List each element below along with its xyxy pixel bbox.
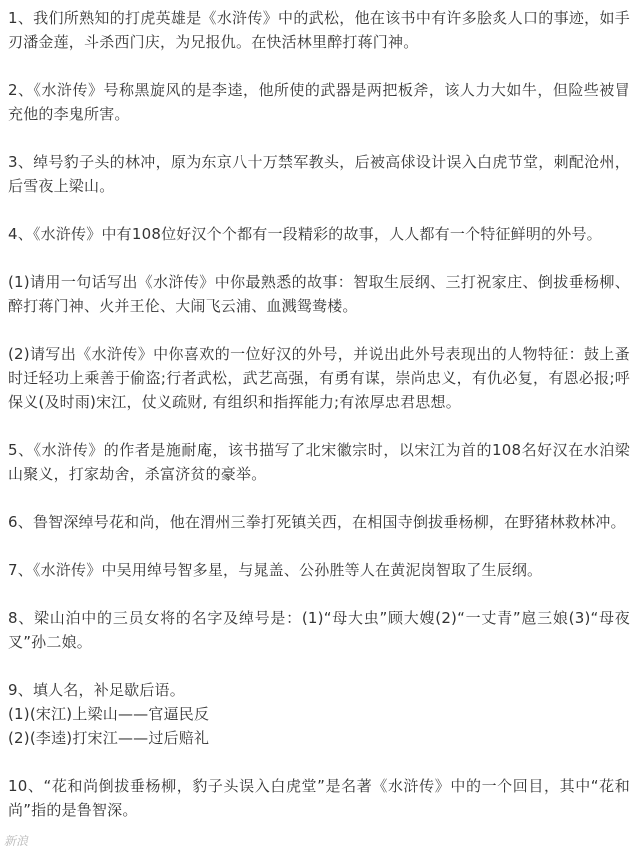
paragraph-spacer xyxy=(8,318,630,342)
paragraph-2: 2、《水浒传》号称黑旋风的是李逵，他所使的武器是两把板斧，该人力大如牛，但险些被冒充他的李鬼所害。 xyxy=(8,81,630,123)
paragraph-8: 8、梁山泊中的三员女将的名字及绰号是：(1)“母大虫”顾大嫂(2)“一丈青”扈三娘(3)“母夜叉”孙二娘。 xyxy=(8,609,630,651)
paragraph-4-1: (1)请用一句话写出《水浒传》中你最熟悉的故事：智取生辰纲、三打祝家庄、倒拔垂杨柳、醉打蒋门神、火并王伦、大闹飞云浦、血溅鸳鸯楼。 xyxy=(8,273,630,315)
watermark-logo: 新浪 xyxy=(4,834,29,848)
document-body xyxy=(8,6,630,822)
paragraph-spacer xyxy=(8,534,630,558)
paragraph-spacer xyxy=(8,750,630,774)
paragraph-spacer xyxy=(8,414,630,438)
paragraph-5: 5、《水浒传》的作者是施耐庵，该书描写了北宋徽宗时，以宋江为首的108名好汉在水泊梁山聚义，打家劫舍，杀富济贫的豪举。 xyxy=(8,441,630,483)
paragraph-spacer xyxy=(8,246,630,270)
paragraph-3: 3、绰号豹子头的林冲，原为东京八十万禁军教头，后被高俅设计误入白虎节堂，刺配沧州，后雪夜上梁山。 xyxy=(8,153,630,195)
paragraph-4: 4、《水浒传》中有108位好汉个个都有一段精彩的故事，人人都有一个特征鲜明的外号。 xyxy=(8,225,602,243)
paragraph-spacer xyxy=(8,582,630,606)
paragraph-spacer xyxy=(8,198,630,222)
paragraph-1: 1、我们所熟知的打虎英雄是《水浒传》中的武松，他在该书中有许多脍炙人口的事迹，如手刃潘金莲，斗杀西门庆，为兄报仇。在快活林里醉打蒋门神。 xyxy=(8,9,630,51)
paragraph-spacer xyxy=(8,54,630,78)
paragraph-7: 7、《水浒传》中吴用绰号智多星，与晁盖、公孙胜等人在黄泥岗智取了生辰纲。 xyxy=(8,561,543,579)
paragraph-spacer xyxy=(8,126,630,150)
paragraph-10: 10、“花和尚倒拔垂杨柳，豹子头误入白虎堂”是名著《水浒传》中的一个回目，其中“花和尚”指的是鲁智深。 xyxy=(8,777,630,819)
paragraph-spacer xyxy=(8,486,630,510)
paragraph-9: 9、填人名，补足歇后语。 (1)(宋江)上梁山——官逼民反 (2)(李逵)打宋江——过后赔礼 xyxy=(8,681,210,747)
paragraph-spacer xyxy=(8,654,630,678)
paragraph-6: 6、鲁智深绰号花和尚，他在渭州三拳打死镇关西，在相国寺倒拔垂杨柳，在野猪林救林冲。 xyxy=(8,513,626,531)
paragraph-4-2: (2)请写出《水浒传》中你喜欢的一位好汉的外号，并说出此外号表现出的人物特征：鼓上蚤时迁轻功上乘善于偷盗;行者武松，武艺高强，有勇有谋，崇尚忠义，有仇必复，有恩必报;呼保义(及时雨)宋江，仗义疏财, 有组织和指挥能力;有浓厚忠君思想。 xyxy=(8,345,630,411)
